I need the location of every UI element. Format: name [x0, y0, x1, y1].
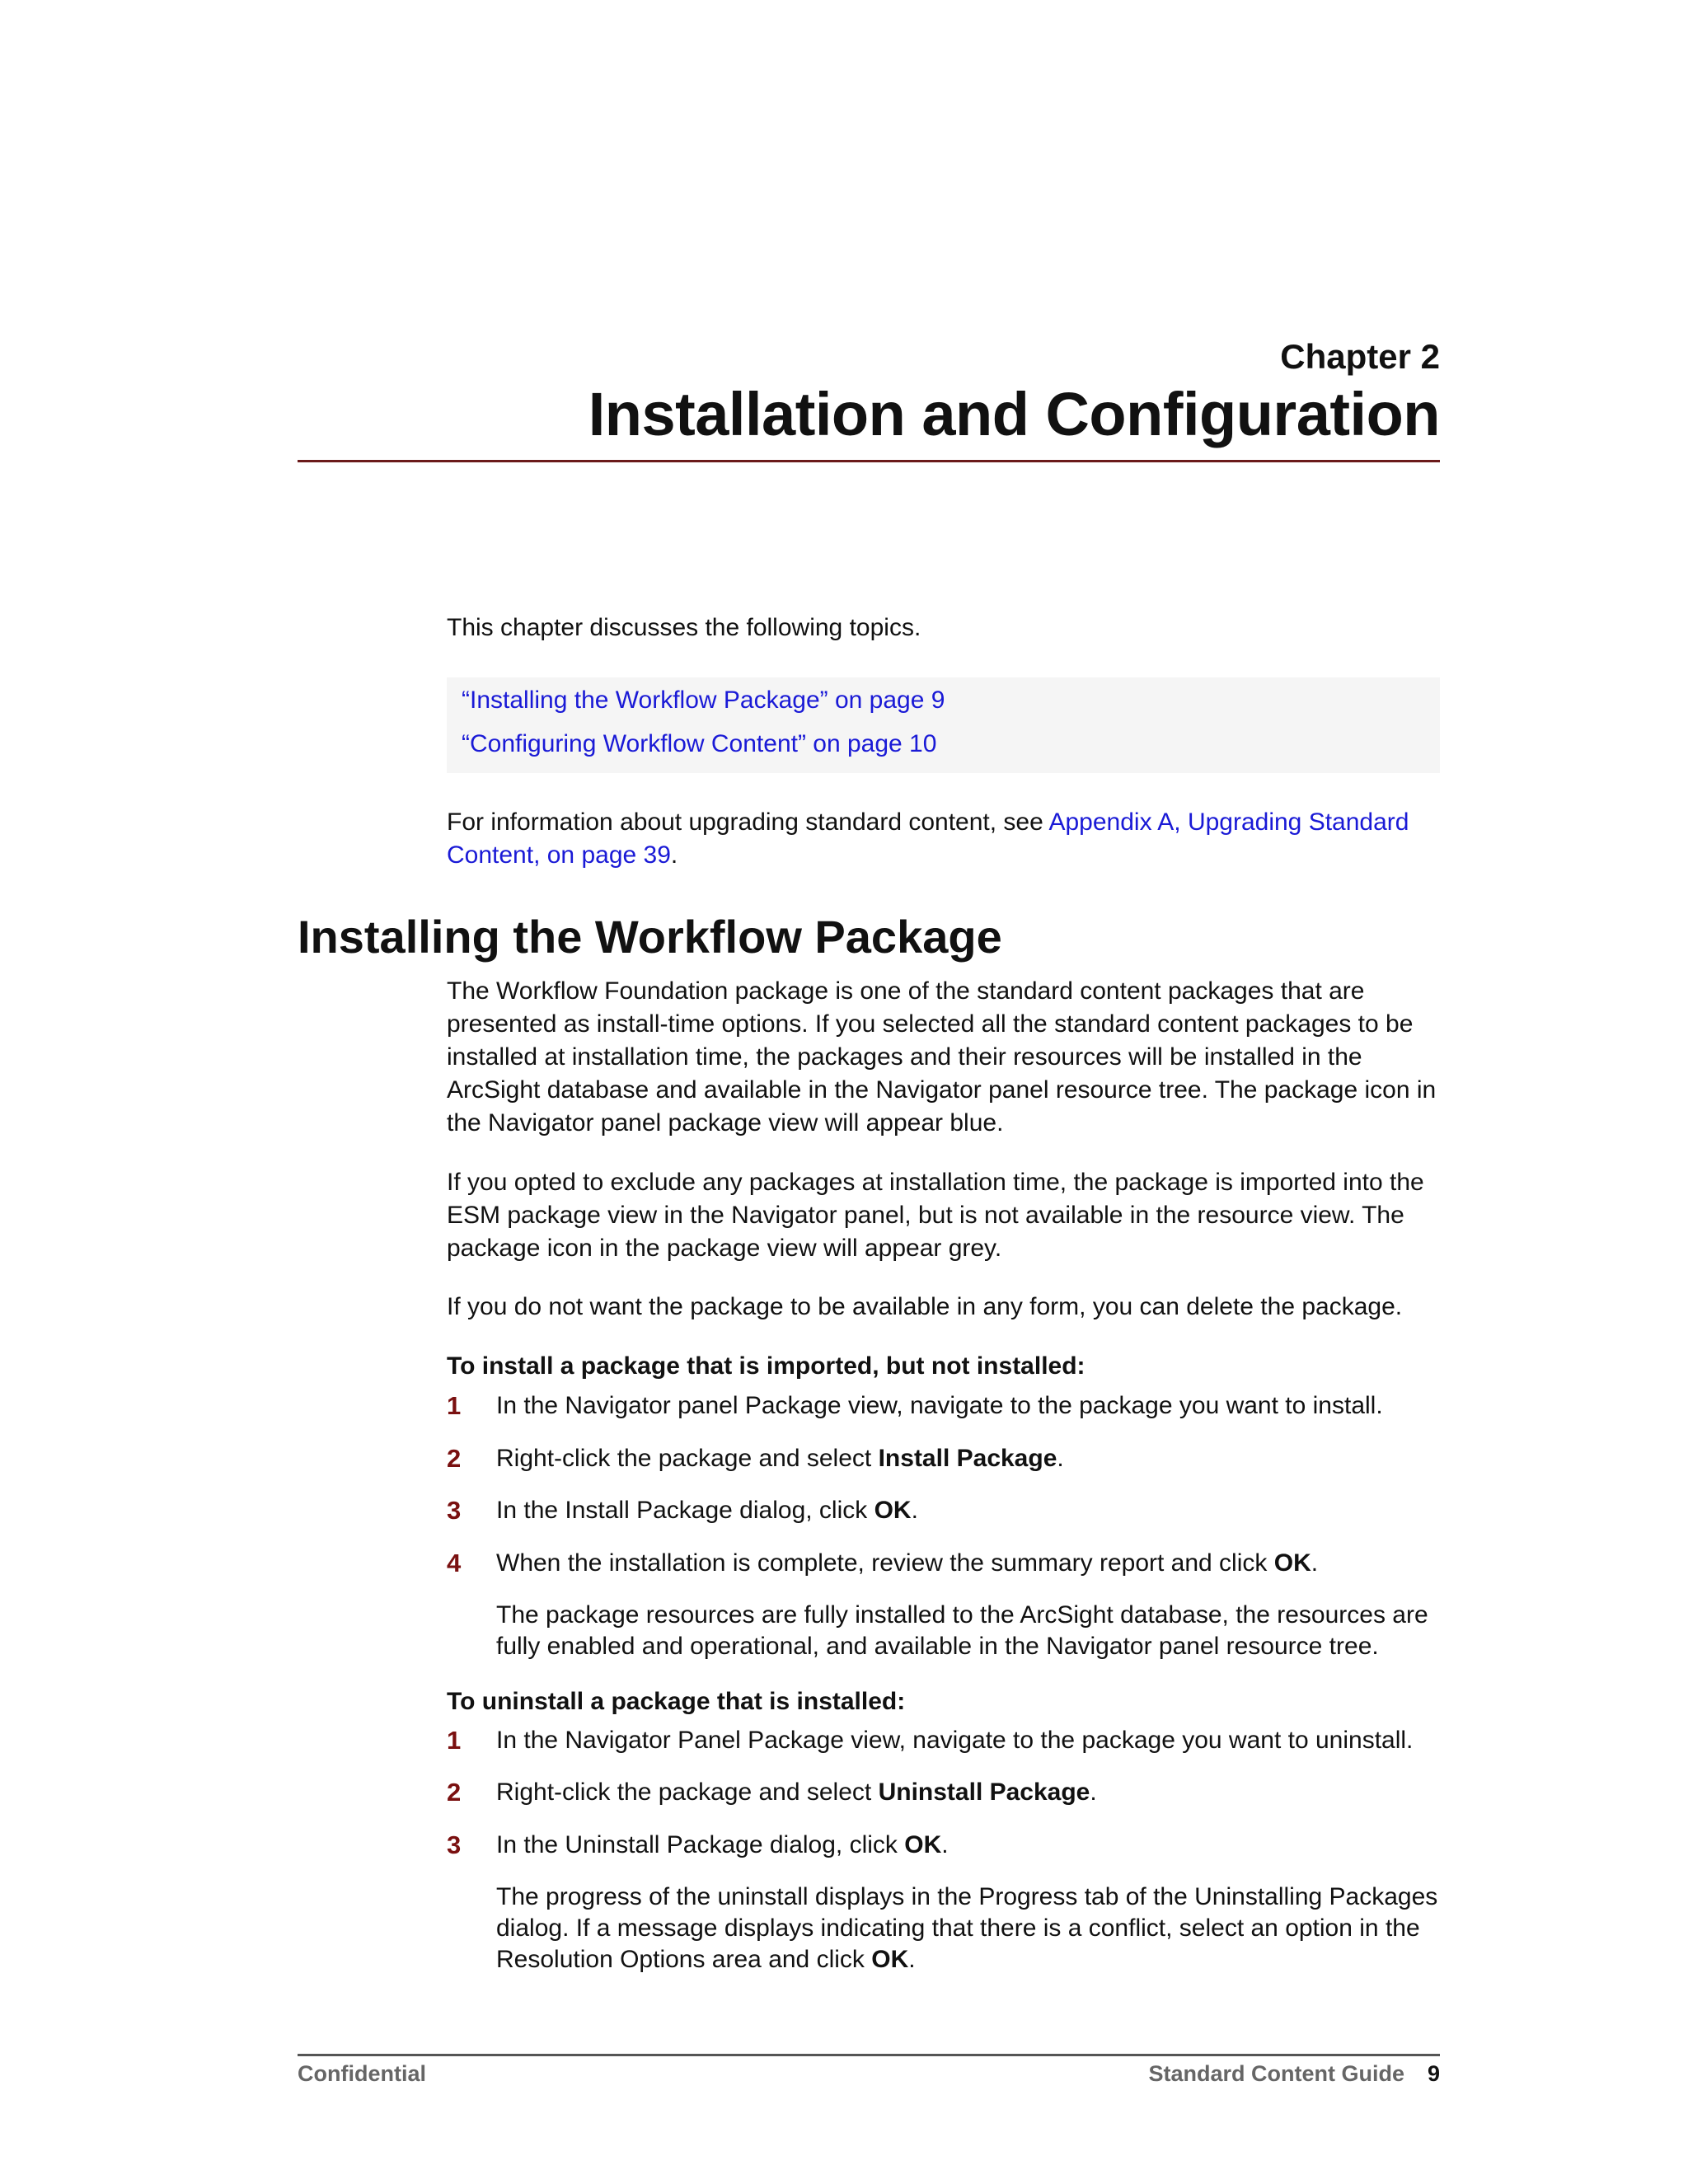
- topic-link-installing[interactable]: “Installing the Workflow Package” on page 9: [462, 687, 945, 714]
- step-number: 2: [447, 1778, 462, 1807]
- step-text: Right-click the package and select Install Package.: [496, 1445, 1064, 1472]
- upgrade-prefix: For information about upgrading standard content, see: [447, 808, 1049, 836]
- procedure-heading: To uninstall a package that is installed:: [447, 1688, 906, 1715]
- upgrade-paragraph: [447, 806, 1448, 872]
- section-paragraph: If you opted to exclude any packages at installation time, the package is imported into the ESM package view in the Navigator panel, but is not available in the resource view. The package icon in the package view will appear grey.: [447, 1169, 1424, 1262]
- install-step: [447, 1390, 1461, 1422]
- topic-link-configuring[interactable]: “Configuring Workflow Content” on page 10: [462, 730, 937, 757]
- intro-text: This chapter discusses the following topics.: [447, 614, 921, 641]
- step-text: In the Navigator panel Package view, navigate to the package you want to install.: [496, 1392, 1383, 1419]
- step-number: 3: [447, 1830, 462, 1859]
- uninstall-step: [447, 1776, 1461, 1809]
- step-number: 1: [447, 1726, 462, 1755]
- step-text: Right-click the package and select Uninstall Package.: [496, 1779, 1097, 1806]
- topics-box: [447, 677, 1440, 773]
- uninstall-note: The progress of the uninstall displays in the Progress tab of the Uninstalling Packages dialog. If a message displays indicating that there is a conflict, select an option in the Resolution Options area and click OK.: [496, 1883, 1438, 1973]
- install-step: [447, 1494, 1461, 1527]
- procedure-heading: To install a package that is imported, but not installed:: [447, 1352, 1085, 1380]
- footer-guide: [1148, 2059, 1440, 2088]
- chapter-label: Chapter 2: [1280, 337, 1440, 376]
- section-heading: Installing the Workflow Package: [298, 911, 1002, 963]
- upgrade-suffix: .: [670, 841, 678, 869]
- page-number: 9: [1427, 2061, 1440, 2086]
- footer-confidential: Confidential: [298, 2061, 426, 2086]
- guide-title: Standard Content Guide: [1148, 2061, 1404, 2086]
- step-number: 1: [447, 1391, 462, 1420]
- uninstall-step: [447, 1829, 1461, 1862]
- install-step: [447, 1442, 1461, 1475]
- footer-divider: [298, 2054, 1440, 2056]
- install-step: [447, 1547, 1461, 1580]
- step-text: When the installation is complete, review the summary report and click OK.: [496, 1549, 1319, 1577]
- appendix-link[interactable]: Appendix A, Upgrading Standard Content, on page 39: [447, 808, 1409, 869]
- step-text: In the Install Package dialog, click OK.: [496, 1497, 918, 1524]
- install-note: The package resources are fully installed to the ArcSight database, the resources are fully enabled and operational, and available in the Navigator panel resource tree.: [496, 1601, 1428, 1660]
- chapter-title: Installation and Configuration: [588, 380, 1440, 448]
- step-number: 2: [447, 1444, 462, 1473]
- section-paragraph: If you do not want the package to be available in any form, you can delete the package.: [447, 1293, 1403, 1320]
- uninstall-step: [447, 1724, 1461, 1757]
- section-paragraph: The Workflow Foundation package is one of the standard content packages that are presented as install-time options. If you selected all the standard content packages to be installed at installation time, the packages and their resources will be installed in the ArcSight database and available in the Navigator panel resource tree. The package icon in the Navigator panel package view will appear blue.: [447, 977, 1437, 1137]
- step-text: In the Navigator Panel Package view, navigate to the package you want to uninstall.: [496, 1727, 1414, 1754]
- chapter-divider: [298, 460, 1440, 462]
- step-number: 4: [447, 1549, 462, 1577]
- step-text: In the Uninstall Package dialog, click OK.: [496, 1831, 949, 1858]
- step-number: 3: [447, 1496, 462, 1525]
